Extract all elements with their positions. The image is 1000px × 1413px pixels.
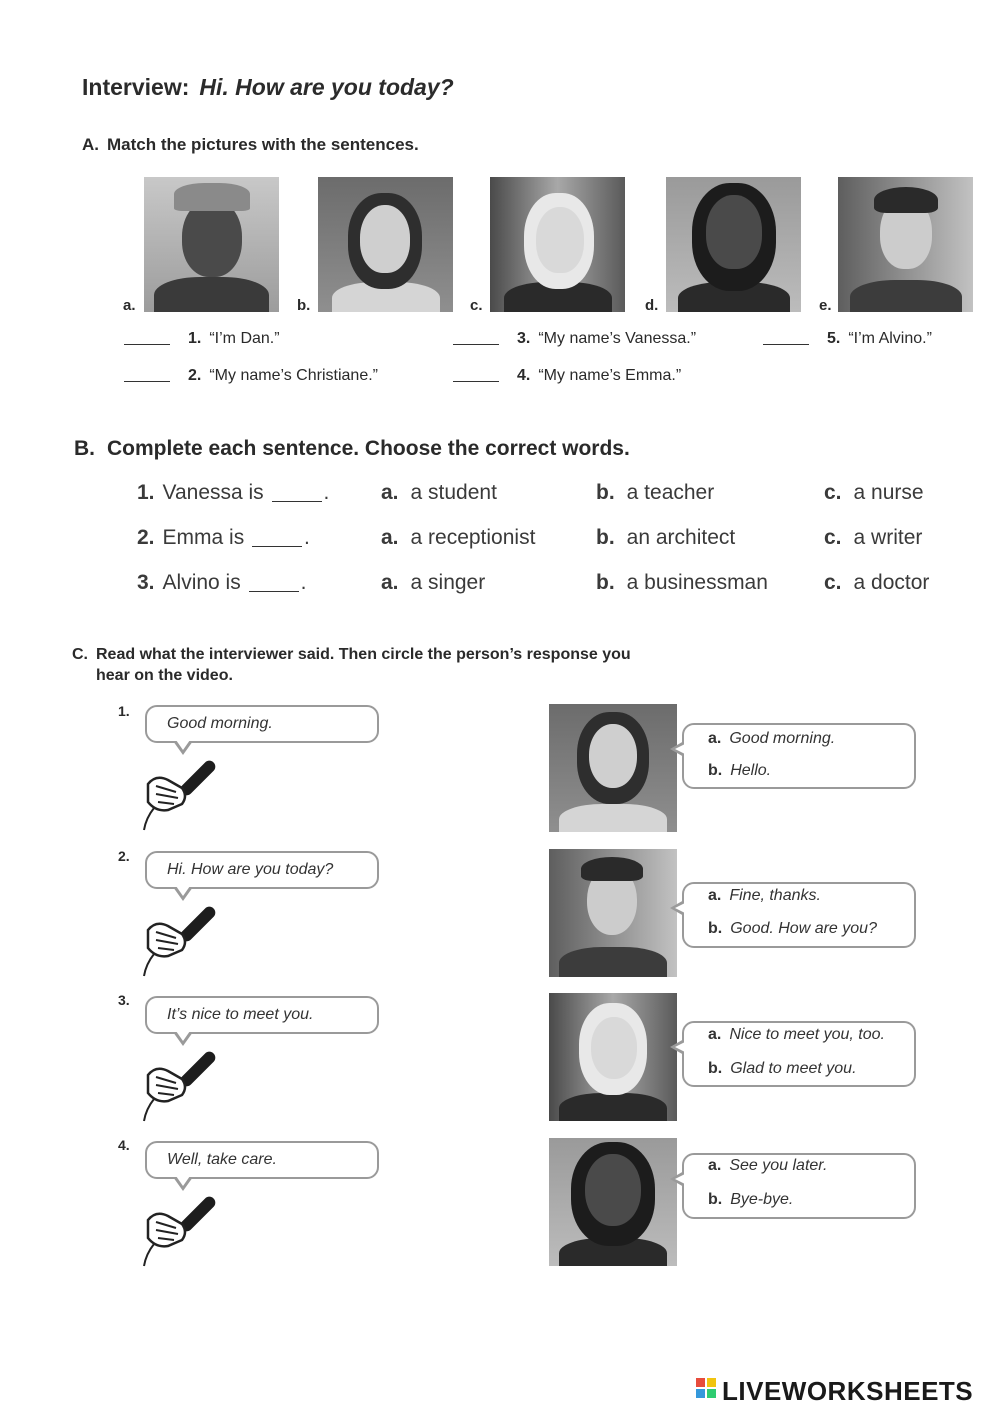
section-a-instruction: Match the pictures with the sentences. xyxy=(107,135,419,154)
answer-blank[interactable] xyxy=(453,381,499,382)
title-italic: Hi. How are you today? xyxy=(199,74,454,100)
b-sentence-3: 3. Alvino is . xyxy=(137,571,307,594)
section-b-heading xyxy=(74,437,630,461)
c1-option-a[interactable]: a. Good morning. xyxy=(708,730,836,747)
answer-blank[interactable] xyxy=(124,344,170,345)
logo-icon xyxy=(696,1378,718,1404)
answer-blank[interactable] xyxy=(453,344,499,345)
match-item-3: 3. “My name’s Vanessa.” xyxy=(453,330,696,348)
photo-d xyxy=(666,177,801,312)
match-item-4: 4. “My name’s Emma.” xyxy=(453,367,681,385)
section-c-instruction-1: Read what the interviewer said. Then circle the person’s response you xyxy=(96,646,631,663)
response-photo xyxy=(549,1138,677,1266)
c-item-number: 4. xyxy=(118,1137,130,1153)
response-bubble xyxy=(682,1021,916,1087)
photo-label-e: e. xyxy=(819,297,832,314)
interviewer-bubble: Good morning. xyxy=(145,705,379,743)
response-bubble xyxy=(682,723,916,789)
section-a-heading xyxy=(82,135,419,155)
b2-option-b[interactable]: b. an architect xyxy=(596,526,736,549)
title-main: Interview: xyxy=(82,74,190,100)
b1-option-b[interactable]: b. a teacher xyxy=(596,481,715,504)
page-title xyxy=(82,74,454,101)
liveworksheets-logo xyxy=(696,1376,973,1407)
section-c-letter: C. xyxy=(72,646,88,663)
interviewer-bubble: Well, take care. xyxy=(145,1141,379,1179)
interviewer-bubble: Hi. How are you today? xyxy=(145,851,379,889)
answer-blank[interactable] xyxy=(124,381,170,382)
answer-blank[interactable] xyxy=(252,546,302,547)
section-c-heading xyxy=(72,644,712,686)
answer-blank[interactable] xyxy=(272,501,322,502)
photo-a xyxy=(144,177,279,312)
logo-text: LIVEWORKSHEETS xyxy=(722,1376,974,1406)
c4-option-b[interactable]: b. Bye-bye. xyxy=(708,1191,794,1208)
c-item-number: 1. xyxy=(118,703,130,719)
b2-option-c[interactable]: c. a writer xyxy=(824,526,923,549)
response-photo xyxy=(549,993,677,1121)
photo-label-b: b. xyxy=(297,297,311,314)
b1-option-c[interactable]: c. a nurse xyxy=(824,481,924,504)
b3-option-b[interactable]: b. a businessman xyxy=(596,571,768,594)
b2-option-a[interactable]: a. a receptionist xyxy=(381,526,536,549)
answer-blank[interactable] xyxy=(763,344,809,345)
b-sentence-1: 1. Vanessa is . xyxy=(137,481,330,504)
c4-option-a[interactable]: a. See you later. xyxy=(708,1157,828,1174)
response-photo xyxy=(549,704,677,832)
c3-option-a[interactable]: a. Nice to meet you, too. xyxy=(708,1026,885,1043)
b3-option-a[interactable]: a. a singer xyxy=(381,571,486,594)
photo-b xyxy=(318,177,453,312)
c1-option-b[interactable]: b. Hello. xyxy=(708,762,772,779)
photo-label-c: c. xyxy=(470,297,483,314)
c-item-number: 3. xyxy=(118,992,130,1008)
microphone-hand-icon xyxy=(138,752,228,832)
c3-option-b[interactable]: b. Glad to meet you. xyxy=(708,1060,857,1077)
section-a-letter: A. xyxy=(82,135,99,154)
microphone-hand-icon xyxy=(138,1188,228,1268)
b-sentence-2: 2. Emma is . xyxy=(137,526,310,549)
response-bubble xyxy=(682,1153,916,1219)
interviewer-bubble: It’s nice to meet you. xyxy=(145,996,379,1034)
microphone-hand-icon xyxy=(138,898,228,978)
photo-label-d: d. xyxy=(645,297,659,314)
photo-e xyxy=(838,177,973,312)
response-bubble xyxy=(682,882,916,948)
photo-label-a: a. xyxy=(123,297,136,314)
b1-option-a[interactable]: a. a student xyxy=(381,481,497,504)
section-c-instruction-2: hear on the video. xyxy=(96,667,233,684)
c-item-number: 2. xyxy=(118,848,130,864)
match-item-1: 1. “I’m Dan.” xyxy=(124,330,280,348)
response-photo xyxy=(549,849,677,977)
photo-c xyxy=(490,177,625,312)
b3-option-c[interactable]: c. a doctor xyxy=(824,571,930,594)
section-b-instruction: Complete each sentence. Choose the correct words. xyxy=(107,437,630,460)
match-item-5: 5. “I’m Alvino.” xyxy=(763,330,932,348)
microphone-hand-icon xyxy=(138,1043,228,1123)
answer-blank[interactable] xyxy=(249,591,299,592)
section-b-letter: B. xyxy=(74,437,95,460)
c2-option-a[interactable]: a. Fine, thanks. xyxy=(708,887,821,904)
match-item-2: 2. “My name’s Christiane.” xyxy=(124,367,378,385)
c2-option-b[interactable]: b. Good. How are you? xyxy=(708,920,877,937)
